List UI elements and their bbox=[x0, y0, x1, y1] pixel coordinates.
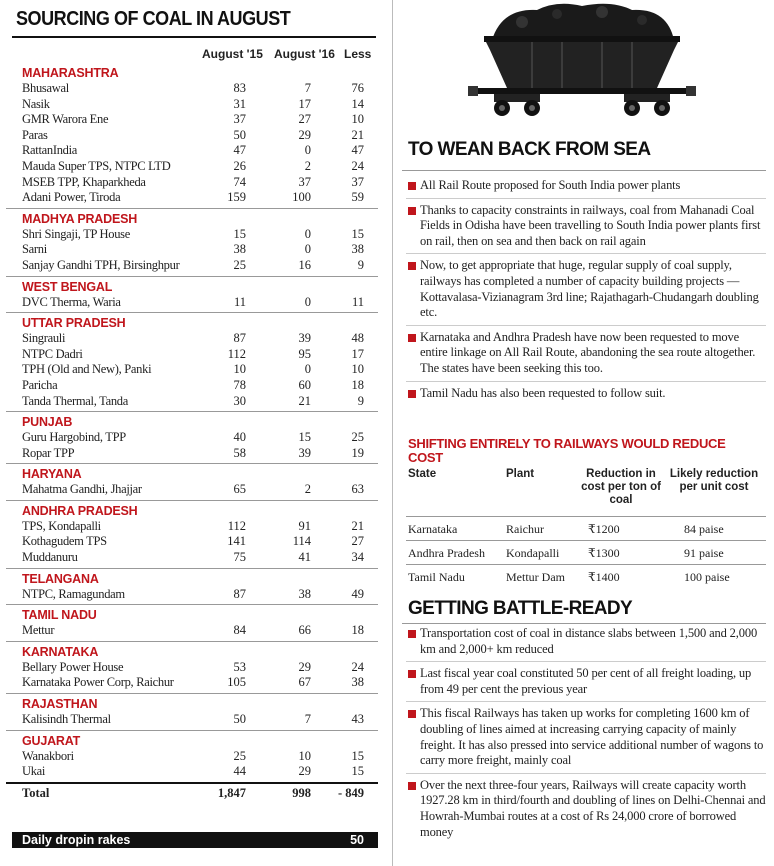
bullet-divider bbox=[406, 381, 766, 382]
table-row bbox=[6, 519, 378, 535]
bullet-item bbox=[406, 626, 766, 657]
bullet-text: Karnataka and Andhra Pradesh have now been requested to move entire linkage on All Rail Route, abandoning the sea route altogether. The states have been seeking this too. bbox=[420, 329, 756, 375]
cell-aug15: 15 bbox=[233, 226, 246, 241]
shift-cell-plant: Raichur bbox=[506, 522, 544, 536]
plant-name: Kalisindh Thermal bbox=[22, 712, 111, 727]
cell-aug15: 58 bbox=[233, 445, 246, 460]
bullet-item bbox=[406, 178, 766, 194]
cell-aug16: 29 bbox=[298, 127, 311, 142]
bullet-square-icon bbox=[408, 670, 416, 678]
table-row bbox=[6, 175, 378, 191]
cell-aug15: 10 bbox=[233, 362, 246, 377]
plant-name: DVC Therma, Waria bbox=[22, 294, 121, 309]
table-row bbox=[6, 660, 378, 676]
cell-aug16: 66 bbox=[298, 623, 311, 638]
state-name: GUJARAT bbox=[22, 733, 81, 748]
table-row bbox=[6, 712, 378, 728]
cell-aug16: 21 bbox=[298, 393, 311, 408]
bullet-item bbox=[406, 330, 766, 377]
shift-header-state: State bbox=[408, 468, 437, 480]
cell-aug16: 0 bbox=[304, 226, 311, 241]
daily-rakes-bar bbox=[12, 832, 378, 848]
bullet-item bbox=[406, 706, 766, 768]
state-name: RAJASTHAN bbox=[22, 697, 98, 712]
column-headers bbox=[6, 47, 378, 63]
state-name: MADHYA PRADESH bbox=[22, 211, 138, 226]
cell-less: 38 bbox=[351, 675, 364, 690]
cell-aug15: 65 bbox=[233, 482, 246, 497]
state-block bbox=[6, 208, 378, 276]
cell-aug15: 75 bbox=[233, 550, 246, 565]
wean-bullet-list bbox=[406, 178, 766, 405]
shift-header-reduction: Reduction in cost per ton of coal bbox=[581, 468, 661, 506]
shift-cell-reduction: ₹1300 bbox=[588, 546, 620, 560]
cell-aug16: 2 bbox=[304, 158, 311, 173]
cell-aug16: 17 bbox=[298, 96, 311, 111]
battle-rule bbox=[402, 623, 766, 624]
state-block bbox=[6, 276, 378, 313]
table-row bbox=[6, 227, 378, 243]
bullet-item bbox=[406, 778, 766, 840]
bullet-square-icon bbox=[408, 334, 416, 342]
cell-less: 24 bbox=[351, 158, 364, 173]
table-row bbox=[406, 564, 766, 588]
plant-name: Ukai bbox=[22, 764, 46, 779]
cell-less: 9 bbox=[357, 393, 364, 408]
bullet-divider bbox=[406, 325, 766, 326]
cell-aug15: 38 bbox=[233, 242, 246, 257]
table-row bbox=[6, 623, 378, 639]
cell-aug16: 10 bbox=[298, 748, 311, 763]
cell-less: 37 bbox=[351, 174, 364, 189]
bullet-item bbox=[406, 203, 766, 250]
cell-aug15: 112 bbox=[227, 518, 246, 533]
cell-less: 43 bbox=[351, 712, 364, 727]
cell-less: 15 bbox=[351, 748, 364, 763]
state-block bbox=[6, 693, 378, 730]
plant-name: Nasik bbox=[22, 96, 50, 111]
shift-table-header bbox=[406, 466, 766, 516]
wean-title: TO WEAN BACK FROM SEA bbox=[408, 139, 651, 160]
bullet-item bbox=[406, 258, 766, 320]
table-row bbox=[6, 587, 378, 603]
cell-aug16: 100 bbox=[292, 190, 311, 205]
shift-cell-likely: 84 paise bbox=[684, 522, 724, 536]
table-row bbox=[6, 764, 378, 780]
bullet-square-icon bbox=[408, 207, 416, 215]
header-aug15: August '15 bbox=[202, 47, 263, 61]
cell-less: 17 bbox=[351, 346, 364, 361]
column-divider bbox=[392, 0, 393, 866]
state-block bbox=[6, 411, 378, 463]
cell-less: 15 bbox=[351, 226, 364, 241]
table-row bbox=[6, 482, 378, 498]
state-block bbox=[6, 312, 378, 411]
table-row bbox=[6, 190, 378, 206]
cell-aug16: 27 bbox=[298, 112, 311, 127]
cell-less: 76 bbox=[351, 81, 364, 95]
cell-aug15: 30 bbox=[233, 393, 246, 408]
cell-aug15: 37 bbox=[233, 112, 246, 127]
cell-aug16: 91 bbox=[298, 518, 311, 533]
bullet-text: Over the next three-four years, Railways will create capacity worth 1927.28 km in third/fourth and doubling of lines on Delhi-Chennai and Howrah-Mumbai routes at a cost of Rs 24,000 crore of borrowed money bbox=[420, 777, 766, 839]
cell-less: 19 bbox=[351, 445, 364, 460]
plant-name: Adani Power, Tiroda bbox=[22, 190, 121, 205]
plant-name: TPS, Kondapalli bbox=[22, 518, 101, 533]
bullet-divider bbox=[406, 198, 766, 199]
shift-cell-plant: Kondapalli bbox=[506, 546, 560, 560]
state-name: TELANGANA bbox=[22, 571, 99, 586]
shift-cell-reduction: ₹1400 bbox=[588, 570, 620, 584]
shift-table-body bbox=[406, 516, 766, 588]
cell-aug16: 7 bbox=[304, 81, 311, 95]
cell-aug15: 159 bbox=[227, 190, 246, 205]
state-block bbox=[6, 568, 378, 605]
plant-name: GMR Warora Ene bbox=[22, 112, 109, 127]
cell-aug15: 83 bbox=[233, 81, 246, 95]
shift-header-plant: Plant bbox=[506, 468, 535, 480]
table-row bbox=[6, 97, 378, 113]
table-row bbox=[6, 258, 378, 274]
shift-cell-likely: 100 paise bbox=[684, 570, 730, 584]
cell-aug15: 50 bbox=[233, 712, 246, 727]
cell-less: 48 bbox=[351, 331, 364, 346]
table-row bbox=[6, 675, 378, 691]
cell-aug16: 39 bbox=[298, 445, 311, 460]
cell-aug16: 67 bbox=[298, 675, 311, 690]
cell-aug15: 25 bbox=[233, 257, 246, 272]
cell-less: 10 bbox=[351, 362, 364, 377]
cell-aug15: 112 bbox=[227, 346, 246, 361]
plant-name: Shri Singaji, TP House bbox=[22, 226, 130, 241]
cell-aug15: 105 bbox=[227, 675, 246, 690]
cell-aug16: 0 bbox=[304, 143, 311, 158]
cell-less: 25 bbox=[351, 430, 364, 445]
rail-plan-panel bbox=[400, 0, 770, 866]
state-name: WEST BENGAL bbox=[22, 279, 113, 294]
plant-name: Sarni bbox=[22, 242, 47, 257]
cell-less: 63 bbox=[351, 482, 364, 497]
shift-cell-likely: 91 paise bbox=[684, 546, 724, 560]
state-name: TAMIL NADU bbox=[22, 608, 97, 623]
cell-aug16: 39 bbox=[298, 331, 311, 346]
state-name: KARNATAKA bbox=[22, 644, 99, 659]
cell-less: 11 bbox=[351, 294, 364, 309]
cell-aug16: 38 bbox=[298, 586, 311, 601]
bullet-square-icon bbox=[408, 710, 416, 718]
shift-cell-state: Andhra Pradesh bbox=[408, 546, 485, 560]
cell-less: 24 bbox=[351, 659, 364, 674]
cell-less: 21 bbox=[351, 518, 364, 533]
cell-less: 49 bbox=[351, 586, 364, 601]
total-row bbox=[6, 782, 378, 802]
shift-cell-state: Karnataka bbox=[408, 522, 458, 536]
cell-aug15: 40 bbox=[233, 430, 246, 445]
cell-aug16: 2 bbox=[304, 482, 311, 497]
bullet-divider bbox=[406, 773, 766, 774]
state-block bbox=[6, 463, 378, 500]
cell-aug16: 0 bbox=[304, 362, 311, 377]
cell-aug16: 41 bbox=[298, 550, 311, 565]
cell-aug15: 31 bbox=[233, 96, 246, 111]
battle-bullet-list bbox=[406, 626, 766, 844]
total-aug16: 998 bbox=[292, 785, 311, 800]
shift-cell-plant: Mettur Dam bbox=[506, 570, 565, 584]
wean-rule bbox=[402, 170, 766, 171]
cell-aug15: 50 bbox=[233, 127, 246, 142]
plant-name: Singrauli bbox=[22, 331, 66, 346]
table-row bbox=[6, 362, 378, 378]
bullet-item bbox=[406, 386, 766, 402]
cell-aug15: 11 bbox=[233, 294, 246, 309]
plant-name: Bellary Power House bbox=[22, 659, 124, 674]
shift-header-likely: Likely reduction per unit cost bbox=[669, 468, 759, 493]
shift-table bbox=[406, 466, 766, 588]
table-row bbox=[6, 81, 378, 97]
state-block bbox=[6, 730, 378, 782]
cell-aug16: 37 bbox=[298, 174, 311, 189]
state-name: ANDHRA PRADESH bbox=[22, 503, 138, 518]
state-block bbox=[6, 500, 378, 568]
bullet-square-icon bbox=[408, 182, 416, 190]
plant-name: Paras bbox=[22, 127, 48, 142]
shift-cell-reduction: ₹1200 bbox=[588, 522, 620, 536]
bullet-square-icon bbox=[408, 390, 416, 398]
state-name: PUNJAB bbox=[22, 415, 73, 430]
plant-name: NTPC, Ramagundam bbox=[22, 586, 125, 601]
plant-name: TPH (Old and New), Panki bbox=[22, 362, 152, 377]
panel-title: SOURCING OF COAL IN AUGUST bbox=[16, 8, 291, 30]
coal-table bbox=[6, 63, 378, 802]
plant-name: NTPC Dadri bbox=[22, 346, 83, 361]
plant-name: Wanakbori bbox=[22, 748, 74, 763]
cell-aug15: 87 bbox=[233, 586, 246, 601]
shift-table-title: SHIFTING ENTIRELY TO RAILWAYS WOULD REDUCE COST bbox=[408, 436, 726, 465]
cell-less: 38 bbox=[351, 242, 364, 257]
bullet-text: Tamil Nadu has also been requested to follow suit. bbox=[420, 385, 666, 400]
table-row bbox=[6, 446, 378, 462]
table-row bbox=[6, 394, 378, 410]
cell-aug16: 114 bbox=[292, 534, 311, 549]
table-row bbox=[6, 534, 378, 550]
header-less: Less bbox=[344, 47, 372, 61]
cell-aug15: 141 bbox=[227, 534, 246, 549]
cell-less: 47 bbox=[351, 143, 364, 158]
table-row bbox=[406, 540, 766, 564]
cell-aug16: 95 bbox=[298, 346, 311, 361]
coal-wagon-icon bbox=[462, 0, 702, 118]
cell-aug15: 78 bbox=[233, 377, 246, 392]
cell-aug16: 29 bbox=[298, 659, 311, 674]
cell-less: 9 bbox=[357, 257, 364, 272]
plant-name: Bhusawal bbox=[22, 81, 69, 95]
rakes-label: Daily dropin rakes bbox=[22, 833, 131, 847]
table-row bbox=[6, 430, 378, 446]
cell-less: 21 bbox=[351, 127, 364, 142]
table-row bbox=[6, 143, 378, 159]
plant-name: Ropar TPP bbox=[22, 445, 75, 460]
cell-aug16: 0 bbox=[304, 242, 311, 257]
cell-aug16: 15 bbox=[298, 430, 311, 445]
plant-name: Mahatma Gandhi, Jhajjar bbox=[22, 482, 142, 497]
bullet-square-icon bbox=[408, 782, 416, 790]
table-row bbox=[6, 159, 378, 175]
cell-aug15: 44 bbox=[233, 764, 246, 779]
table-row bbox=[6, 550, 378, 566]
state-name: UTTAR PRADESH bbox=[22, 316, 126, 331]
plant-name: Mettur bbox=[22, 623, 55, 638]
total-less: - 849 bbox=[337, 785, 364, 800]
bullet-text: Thanks to capacity constraints in railways, coal from Mahanadi Coal Fields in Odisha have been travelling to South India power plants first on rail, then on sea and then back on rail again bbox=[420, 202, 761, 248]
table-row bbox=[6, 128, 378, 144]
cell-aug15: 74 bbox=[233, 174, 246, 189]
battle-title: GETTING BATTLE-READY bbox=[408, 598, 633, 619]
cell-aug16: 7 bbox=[304, 712, 311, 727]
cell-aug16: 0 bbox=[304, 294, 311, 309]
cell-less: 18 bbox=[351, 623, 364, 638]
rakes-value: 50 bbox=[350, 833, 364, 847]
cell-aug16: 29 bbox=[298, 764, 311, 779]
header-aug16: August '16 bbox=[274, 47, 335, 61]
plant-name: MSEB TPP, Khaparkheda bbox=[22, 174, 146, 189]
cell-less: 59 bbox=[351, 190, 364, 205]
bullet-divider bbox=[406, 701, 766, 702]
bullet-item bbox=[406, 666, 766, 697]
cell-less: 27 bbox=[351, 534, 364, 549]
cell-aug15: 47 bbox=[233, 143, 246, 158]
table-row bbox=[6, 331, 378, 347]
plant-name: Sanjay Gandhi TPH, Birsinghpur bbox=[22, 257, 180, 272]
plant-name: Guru Hargobind, TPP bbox=[22, 430, 126, 445]
cell-aug16: 60 bbox=[298, 377, 311, 392]
state-block bbox=[6, 63, 378, 208]
table-row bbox=[6, 295, 378, 311]
bullet-text: Last fiscal year coal constituted 50 per cent of all freight loading, up from 49 per cent the previous year bbox=[420, 666, 752, 696]
table-row bbox=[6, 112, 378, 128]
table-row bbox=[6, 347, 378, 363]
plant-name: RattanIndia bbox=[22, 143, 78, 158]
bullet-text: Transportation cost of coal in distance slabs between 1,500 and 2,000 km and 2,000+ km reduced bbox=[420, 626, 758, 656]
total-aug15: 1,847 bbox=[217, 785, 246, 800]
cell-aug15: 53 bbox=[233, 659, 246, 674]
plant-name: Paricha bbox=[22, 377, 58, 392]
plant-name: Muddanuru bbox=[22, 550, 78, 565]
bullet-text: All Rail Route proposed for South India power plants bbox=[420, 178, 681, 192]
cell-aug15: 87 bbox=[233, 331, 246, 346]
plant-name: Karnataka Power Corp, Raichur bbox=[22, 675, 174, 690]
bullet-text: This fiscal Railways has taken up works for completing 1600 km of doubling of lines aimed at increasing carrying capacity of mainly freight. It has also pressed into service additional number of wagons to carry more freight, mainly coal bbox=[420, 706, 764, 768]
cell-aug15: 84 bbox=[233, 623, 246, 638]
bullet-divider bbox=[406, 253, 766, 254]
plant-name: Tanda Thermal, Tanda bbox=[22, 393, 128, 408]
bullet-square-icon bbox=[408, 630, 416, 638]
bullet-square-icon bbox=[408, 262, 416, 270]
state-name: MAHARASHTRA bbox=[22, 66, 119, 80]
cell-less: 34 bbox=[351, 550, 364, 565]
bullet-divider bbox=[406, 661, 766, 662]
table-row bbox=[6, 378, 378, 394]
cell-less: 15 bbox=[351, 764, 364, 779]
coal-sourcing-panel bbox=[6, 0, 378, 866]
bullet-text: Now, to get appropriate that huge, regular supply of coal supply, railways has completed a number of capacity building projects — Kottavalasa-Vizianagram 3rd line; Rajathagarh-Chudangarh doubling etc. bbox=[420, 258, 759, 320]
table-row bbox=[406, 516, 766, 540]
cell-less: 10 bbox=[351, 112, 364, 127]
table-row bbox=[6, 749, 378, 765]
cell-less: 14 bbox=[351, 96, 364, 111]
state-block bbox=[6, 641, 378, 693]
state-name: HARYANA bbox=[22, 467, 82, 482]
cell-aug15: 25 bbox=[233, 748, 246, 763]
cell-aug16: 16 bbox=[298, 257, 311, 272]
plant-name: Mauda Super TPS, NTPC LTD bbox=[22, 158, 171, 173]
title-rule bbox=[12, 36, 376, 38]
state-block bbox=[6, 604, 378, 641]
table-row bbox=[6, 242, 378, 258]
cell-aug15: 26 bbox=[233, 158, 246, 173]
shift-cell-state: Tamil Nadu bbox=[408, 570, 465, 584]
total-label: Total bbox=[22, 785, 50, 800]
cell-less: 18 bbox=[351, 377, 364, 392]
plant-name: Kothagudem TPS bbox=[22, 534, 107, 549]
